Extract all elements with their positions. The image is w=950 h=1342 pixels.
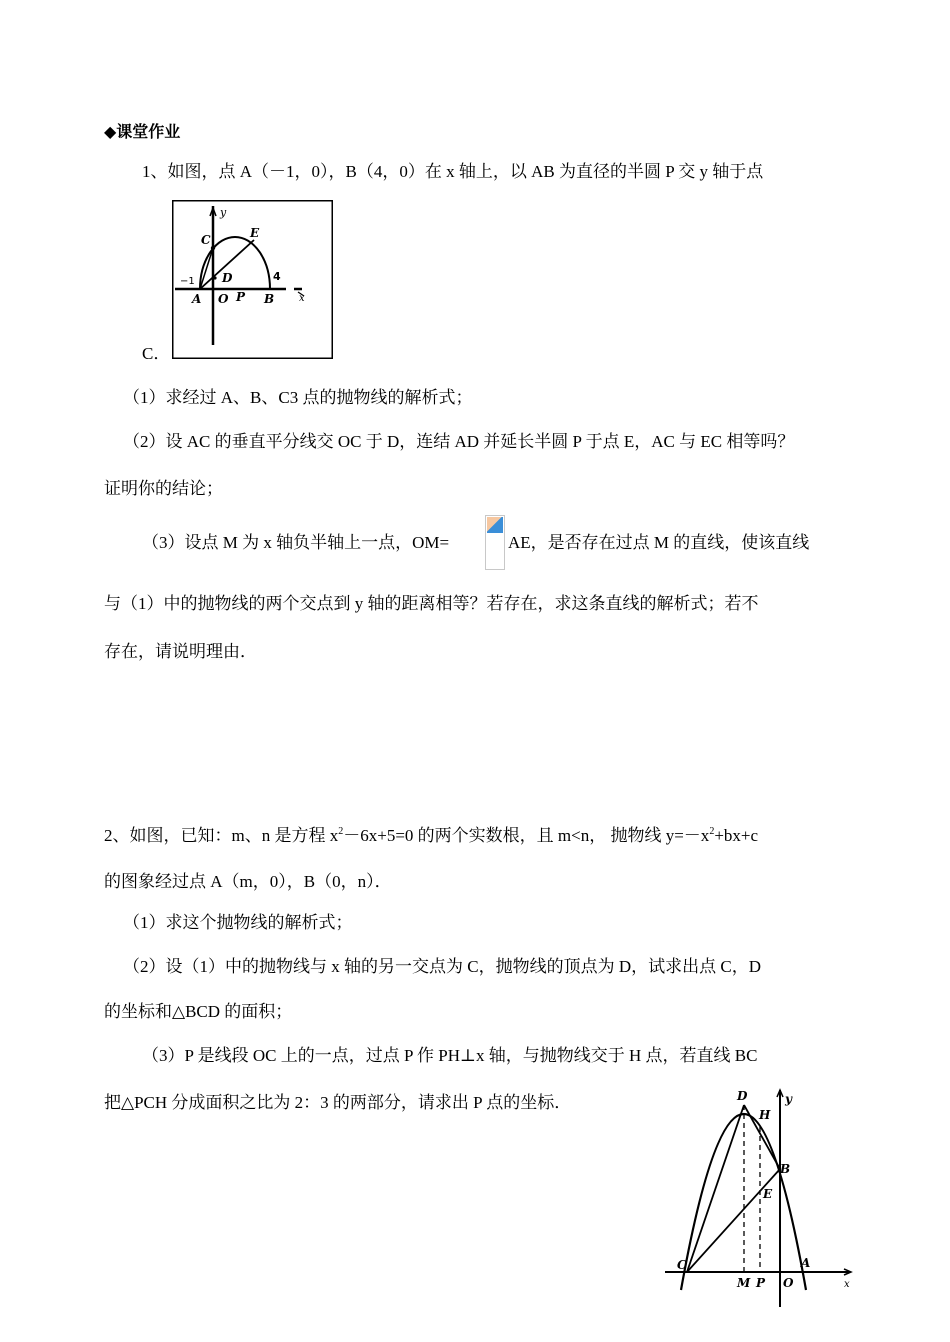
- label-a: A: [801, 1256, 811, 1270]
- problem2-line1-c: +bx+c: [714, 826, 759, 845]
- problem1-intro: 1、如图，点 A（－1，0），B（4，0）在 x 轴上，以 AB 为直径的半圆 P 交 y 轴于点: [142, 162, 764, 181]
- problem2-line1-a: 2、如图，已知：m、n 是方程 x: [104, 826, 339, 845]
- label-b: B: [264, 292, 275, 306]
- point-c: [211, 246, 215, 250]
- line-cb: [687, 1169, 780, 1272]
- problem1-q2-line1: （2）设 AC 的垂直平分线交 OC 于 D，连结 AD 并延长半圆 P 于点 E，AC 与 EC 相等吗？: [123, 432, 795, 451]
- problem2-q1: （1）求这个抛物线的解析式；: [123, 913, 353, 932]
- broken-image-icon: [485, 515, 505, 570]
- parabola: [681, 1114, 806, 1290]
- problem2-q2-line1: （2）设（1）中的抛物线与 x 轴的另一交点为 C，抛物线的顶点为 D，试求出点 C，D: [123, 957, 761, 976]
- label-e: E: [250, 226, 260, 240]
- label-d: D: [222, 271, 233, 285]
- label-y: y: [785, 1092, 792, 1106]
- line-cd: [687, 1105, 744, 1272]
- label-h: H: [759, 1108, 771, 1122]
- label-p: P: [756, 1276, 766, 1290]
- label-e: E: [763, 1187, 773, 1201]
- label-neg1: −1: [180, 276, 195, 287]
- problem2-figure: [660, 1085, 860, 1310]
- problem2-q2-line2: 的坐标和△BCD 的面积；: [104, 1002, 293, 1021]
- figure-frame: [173, 201, 333, 359]
- point-d: [213, 276, 216, 279]
- problem1-q3-line2: 与（1）中的抛物线的两个交点到 y 轴的距离相等？若存在，求这条直线的解析式；若不: [104, 594, 759, 613]
- label-a: A: [192, 292, 202, 306]
- problem1-q3-prefix: （3）设点 M 为 x 轴负半轴上一点，OM=: [142, 533, 450, 552]
- label-c: C: [677, 1258, 687, 1272]
- problem2-line1-b: －6x+5=0 的两个实数根，且 m<n， 抛物线 y=－x: [343, 826, 710, 845]
- label-m: M: [737, 1276, 751, 1290]
- problem2-line2: 的图象经过点 A（m，0），B（0，n）．: [104, 872, 392, 891]
- label-4: 4: [273, 270, 281, 283]
- problem2-q3-line2: 把△PCH 分成面积之比为 2：3 的两部分，请求出 P 点的坐标．: [104, 1093, 572, 1112]
- problem1-q2-line2: 证明你的结论；: [104, 479, 223, 498]
- problem1-q3-line3: 存在，请说明理由．: [104, 642, 257, 661]
- problem1-q1: （1）求经过 A、B、C3 点的抛物线的解析式；: [123, 388, 473, 407]
- problem1-q3-suffix: AE，是否存在过点 M 的直线，使该直线: [508, 533, 810, 552]
- problem2-q3-line1: （3）P 是线段 OC 上的一点，过点 P 作 PH⊥x 轴，与抛物线交于 H 点，若直线 BC: [142, 1046, 758, 1065]
- label-d: D: [737, 1089, 748, 1103]
- problem2-line1-sup1: 2: [338, 826, 344, 837]
- label-c: C: [201, 233, 211, 247]
- section-title: ◆课堂作业: [104, 122, 181, 141]
- label-o: O: [783, 1276, 794, 1290]
- problem2-line1: [104, 825, 758, 847]
- problem2-line1-sup2: 2: [709, 826, 715, 837]
- problem1-figure-end: C．: [142, 344, 171, 363]
- label-o: O: [218, 292, 229, 306]
- label-x: x: [299, 293, 305, 304]
- problem1-figure: [172, 200, 333, 359]
- label-x: x: [844, 1279, 850, 1290]
- label-p: P: [236, 290, 246, 304]
- label-y: y: [220, 206, 227, 219]
- label-b: B: [780, 1162, 791, 1176]
